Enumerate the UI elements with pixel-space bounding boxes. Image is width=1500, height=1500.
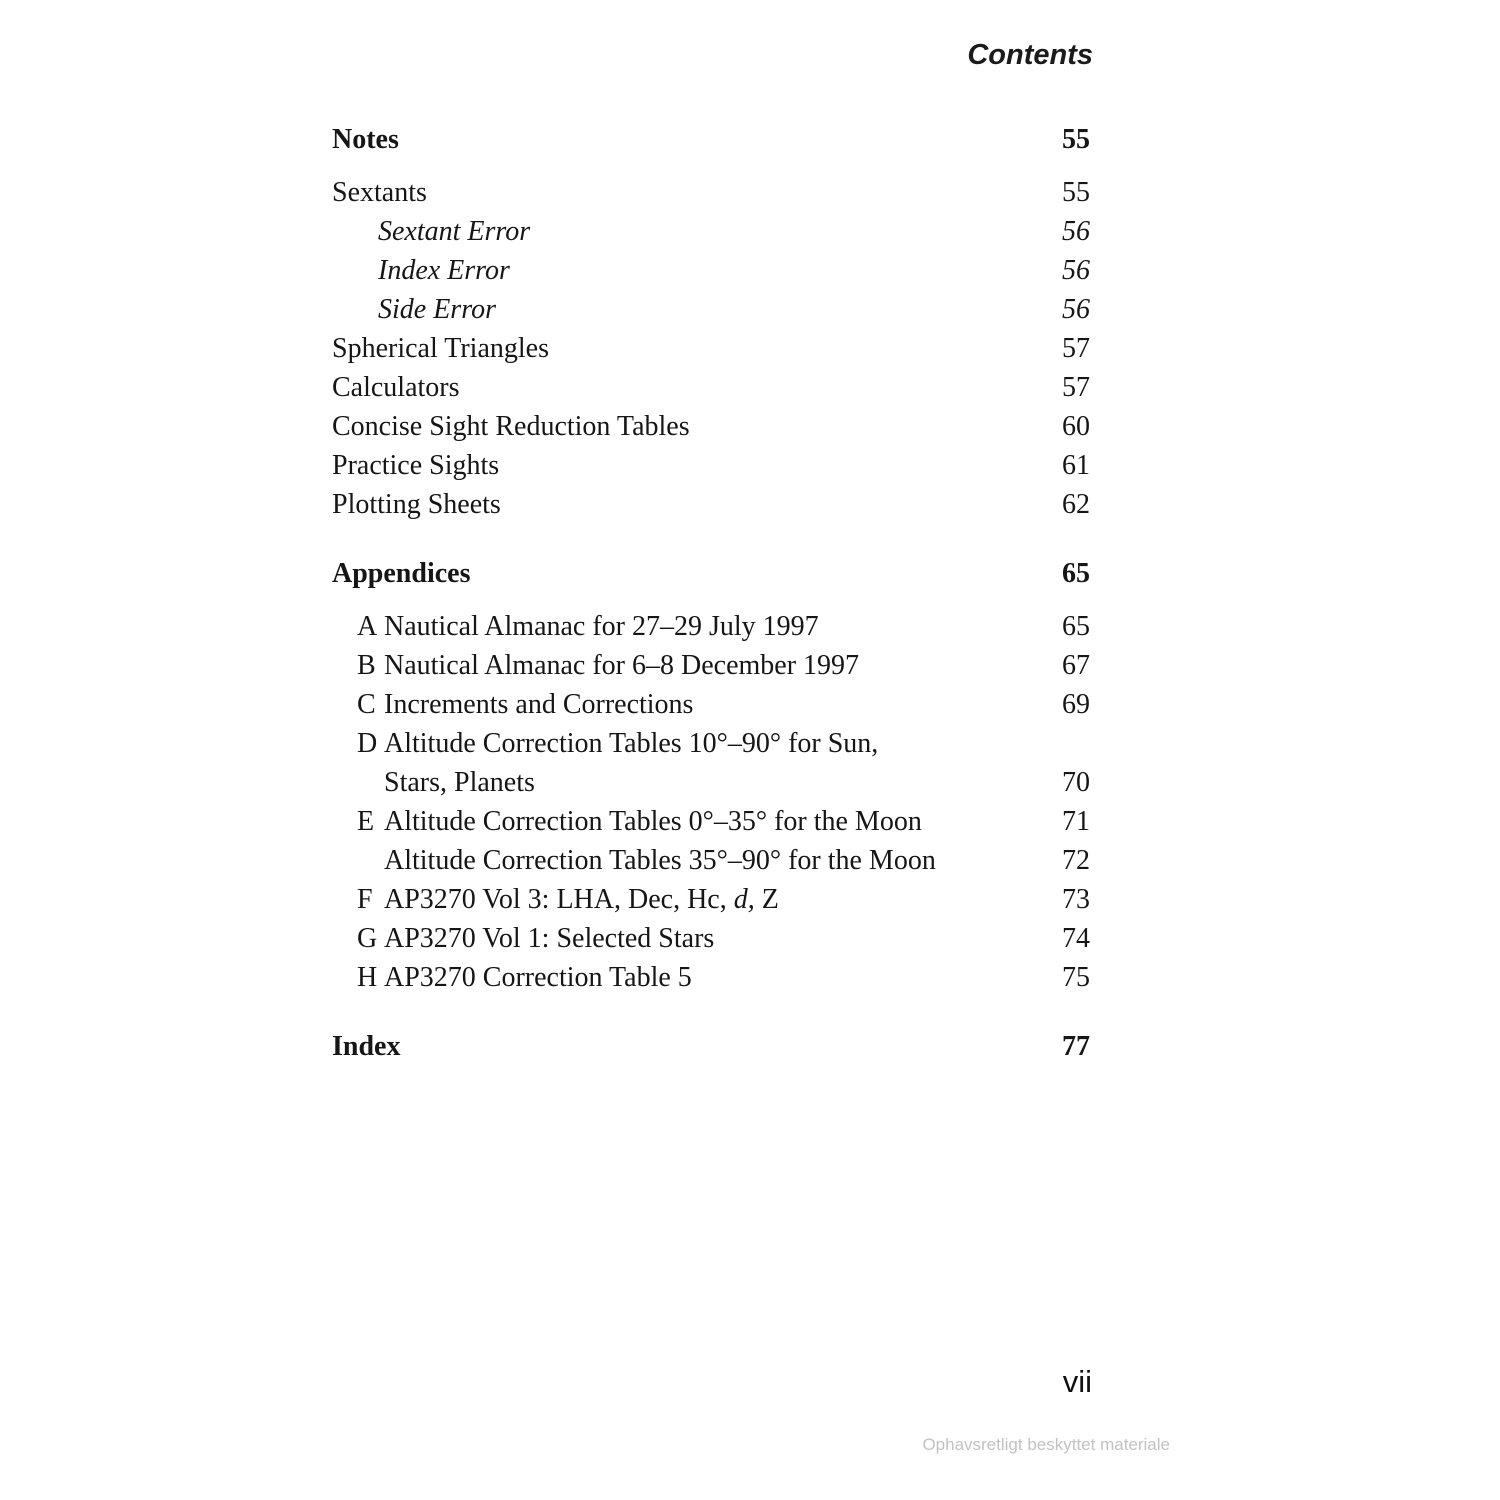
toc-entry-page: 57 (1062, 372, 1090, 403)
toc-entry-label: Index Error (378, 255, 510, 286)
toc-entry-page: 65 (1062, 611, 1090, 642)
toc-entry-row (332, 251, 1090, 290)
toc-entry-row (332, 485, 1090, 524)
toc-entry-row (332, 802, 1090, 841)
toc-entry-page: 62 (1062, 489, 1090, 520)
toc-entry-page: 69 (1062, 689, 1090, 720)
toc-entry-page: 74 (1062, 923, 1090, 954)
appendix-letter: C (357, 689, 376, 720)
toc-heading-label: Index (332, 1031, 401, 1062)
toc-entry-label: Nautical Almanac for 6–8 December 1997 (384, 650, 860, 681)
toc-entry-label: AP3270 Vol 1: Selected Stars (384, 923, 715, 954)
toc-entry-label: Stars, Planets (384, 767, 535, 798)
toc-entry-row (332, 763, 1090, 802)
toc-entry-row (332, 407, 1090, 446)
toc-entry-label: Sextants (332, 177, 427, 208)
toc-entry-label: AP3270 Correction Table 5 (384, 962, 692, 993)
toc-entry-label: Nautical Almanac for 27–29 July 1997 (384, 611, 819, 642)
toc-entry-row (332, 919, 1090, 958)
toc-entry-row (332, 724, 1090, 763)
toc-entry-row (332, 880, 1090, 919)
toc-entry-row (332, 958, 1090, 997)
appendix-letter: D (357, 728, 378, 759)
toc-entry-label-part: Z (754, 884, 779, 915)
toc-heading-row (332, 1027, 1090, 1066)
toc-entry-page: 70 (1062, 767, 1090, 798)
appendix-letter: F (357, 884, 373, 915)
toc-heading-row (332, 120, 1090, 159)
toc-entry-page: 55 (1062, 177, 1090, 208)
toc-entry-label (384, 880, 1030, 919)
toc-entry-label: Altitude Correction Tables 35°–90° for the Moon (384, 845, 936, 876)
toc-entry-page: 61 (1062, 450, 1090, 481)
toc-entry-page: 65 (1062, 558, 1090, 589)
toc-entry-label: Altitude Correction Tables 0°–35° for the Moon (384, 806, 922, 837)
toc-entry-label: Concise Sight Reduction Tables (332, 411, 690, 442)
toc-heading-label: Notes (332, 124, 399, 155)
toc-entry-page: 60 (1062, 411, 1090, 442)
toc-entry-page: 73 (1062, 884, 1090, 915)
toc-entry-page: 77 (1062, 1031, 1090, 1062)
toc-entry-page: 72 (1062, 845, 1090, 876)
appendix-letter: E (357, 806, 375, 837)
toc-entry-row (332, 368, 1090, 407)
toc-entry-page: 55 (1062, 124, 1090, 155)
toc-entry-page: 56 (1062, 216, 1090, 247)
toc-entry-row (332, 329, 1090, 368)
toc-entry-label: Altitude Correction Tables 10°–90° for Sun, (384, 728, 879, 759)
table-of-contents (332, 120, 1090, 1080)
copyright-notice: Ophavsretligt beskyttet materiale (922, 1435, 1170, 1454)
toc-entry-row (332, 646, 1090, 685)
toc-entry-row (332, 173, 1090, 212)
toc-entry-page: 71 (1062, 806, 1090, 837)
toc-entry-label-part: AP3270 Vol 3: LHA, Dec, Hc, (384, 884, 734, 915)
toc-entry-label: Plotting Sheets (332, 489, 501, 520)
appendix-letter: A (357, 611, 378, 642)
running-head: Contents (967, 39, 1093, 71)
toc-entry-label: Spherical Triangles (332, 333, 549, 364)
toc-entry-label: Calculators (332, 372, 460, 403)
toc-entry-row (332, 841, 1090, 880)
toc-entry-label: Increments and Corrections (384, 689, 694, 720)
toc-entry-row (332, 212, 1090, 251)
appendix-letter: H (357, 962, 378, 993)
toc-entry-label-part: d, (733, 884, 755, 915)
toc-entry-page: 67 (1062, 650, 1090, 681)
toc-entry-label: Sextant Error (378, 216, 531, 247)
toc-entry-row (332, 685, 1090, 724)
toc-entry-page: 75 (1062, 962, 1090, 993)
toc-entry-row (332, 290, 1090, 329)
toc-heading-label: Appendices (332, 558, 471, 589)
toc-entry-page: 57 (1062, 333, 1090, 364)
toc-entry-row (332, 446, 1090, 485)
toc-entry-page: 56 (1062, 255, 1090, 286)
toc-heading-row (332, 554, 1090, 593)
toc-entry-label: Practice Sights (332, 450, 500, 481)
toc-entry-label: Side Error (378, 294, 496, 325)
toc-entry-row (332, 607, 1090, 646)
appendix-letter: B (357, 650, 376, 681)
appendix-letter: G (357, 923, 378, 954)
page-number: vii (1062, 1364, 1092, 1399)
toc-entry-page: 56 (1062, 294, 1090, 325)
